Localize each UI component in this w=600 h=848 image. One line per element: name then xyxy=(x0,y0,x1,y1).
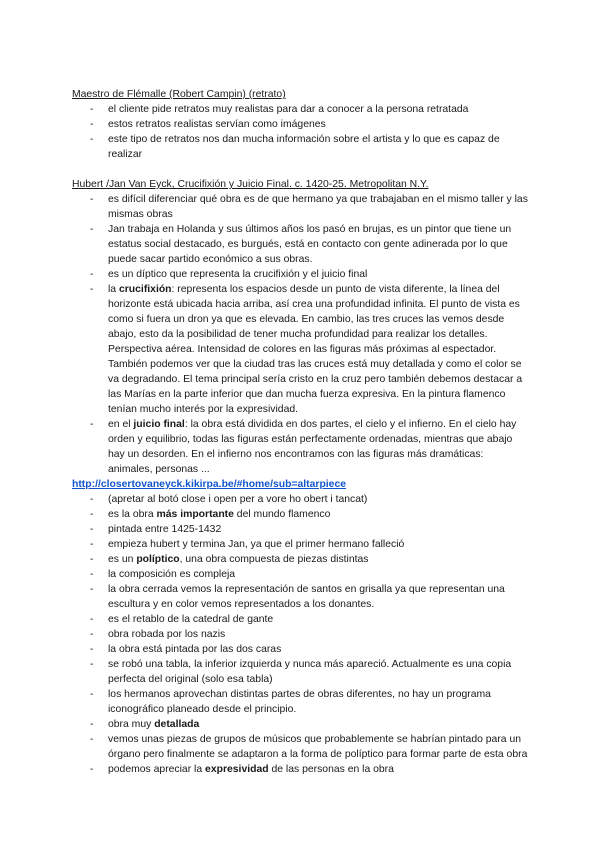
list-item-text: es un xyxy=(108,554,137,565)
dash-marker: - xyxy=(90,194,94,205)
list-item xyxy=(72,612,528,627)
dash-marker: - xyxy=(90,569,94,580)
list-item-text: la composición es compleja xyxy=(108,569,236,580)
list-item-text: la obra está pintada por las dos caras xyxy=(108,644,282,655)
list-item-text: es difícil diferenciar qué obra es de que hermano ya que trabajaban en el mismo taller y las mismas obras xyxy=(108,194,528,220)
dash-marker: - xyxy=(90,734,94,745)
list-item xyxy=(72,627,528,642)
dash-marker: - xyxy=(90,689,94,700)
list-item-text: vemos unas piezas de grupos de músicos que probablemente se habrían pintado para un órgano pero finalmente se adaptaron a la forma de políptico para formar parte de esta obra xyxy=(108,734,528,760)
altarpiece-link[interactable]: http://closertovaneyck.kikirpa.be/#home/sub=altarpiece xyxy=(72,479,347,490)
list-item xyxy=(72,507,528,522)
list-item-text: es un díptico que representa la crucifixión y el juicio final xyxy=(108,269,368,280)
list-item-text: (apretar al botó close i open per a vore ho obert i tancat) xyxy=(108,494,368,505)
dash-marker: - xyxy=(90,224,94,235)
bold-term: políptico xyxy=(136,554,180,565)
dash-marker: - xyxy=(90,659,94,670)
dash-marker: - xyxy=(90,554,94,565)
bold-term: detallada xyxy=(154,719,200,730)
dash-marker: - xyxy=(90,524,94,535)
list-item-text: los hermanos aprovechan distintas partes de obras diferentes, no hay un programa iconográfico planeado desde el principio. xyxy=(108,689,491,715)
list-item-text: se robó una tabla, la inferior izquierda y nunca más apareció. Actualmente es una copia perfecta del original (solo esa tabla) xyxy=(108,659,512,685)
list-item-text: : la obra está dividida en dos partes, el cielo y el infierno. En el cielo hay orden y equilibrio, todas las figuras están perfectamente ordenadas, mientras que abajo hay un desorden. En el infierno nos encontramos con las figuras más dramáticas: animales, personas ... xyxy=(108,419,517,475)
list-item-text: la xyxy=(108,284,119,295)
bold-term: expresividad xyxy=(205,764,269,775)
list-item-text: pintada entre 1425-1432 xyxy=(108,524,222,535)
dash-marker: - xyxy=(90,584,94,595)
list-item xyxy=(72,717,528,732)
list-item xyxy=(72,117,528,132)
bullet-list-altarpiece xyxy=(72,492,528,777)
dash-marker: - xyxy=(90,284,94,295)
section-heading-campin: Maestro de Flémalle (Robert Campin) (retrato) xyxy=(72,89,286,100)
list-item xyxy=(72,762,528,777)
list-item xyxy=(72,492,528,507)
dash-marker: - xyxy=(90,104,94,115)
bullet-list-van-eyck xyxy=(72,192,528,477)
dash-marker: - xyxy=(90,614,94,625)
list-item-text: Jan trabaja en Holanda y sus últimos años los pasó en brujas, es un pintor que tiene un estatus social destacado, es burgués, está en contacto con gente adinerada por lo que puede sacar partido económico a sus obras. xyxy=(108,224,512,265)
list-item-text: obra robada por los nazis xyxy=(108,629,226,640)
list-item-text: es la obra xyxy=(108,509,157,520)
list-item-text: podemos apreciar la xyxy=(108,764,206,775)
list-item xyxy=(72,132,528,162)
dash-marker: - xyxy=(90,419,94,430)
bold-term: juicio final xyxy=(133,419,185,430)
list-item-text: el cliente pide retratos muy realistas para dar a conocer a la persona retratada xyxy=(108,104,469,115)
section-van-eyck-diptych xyxy=(72,177,528,477)
section-altarpiece xyxy=(72,477,528,777)
list-item xyxy=(72,567,528,582)
section-spacer xyxy=(72,162,528,177)
dash-marker: - xyxy=(90,269,94,280)
list-item xyxy=(72,102,528,117)
list-item xyxy=(72,732,528,762)
dash-marker: - xyxy=(90,764,94,775)
list-item-text: la obra cerrada vemos la representación de santos en grisalla ya que representan una escultura y en color vemos representados a los donantes. xyxy=(108,584,505,610)
list-item xyxy=(72,522,528,537)
list-item xyxy=(72,417,528,477)
dash-marker: - xyxy=(90,494,94,505)
dash-marker: - xyxy=(90,629,94,640)
list-item-text: obra muy xyxy=(108,719,155,730)
dash-marker: - xyxy=(90,134,94,145)
list-item xyxy=(72,282,528,417)
list-item xyxy=(72,582,528,612)
list-item-text: del mundo flamenco xyxy=(233,509,331,520)
list-item-text: de las personas en la obra xyxy=(268,764,394,775)
section-campin xyxy=(72,87,528,162)
list-item xyxy=(72,657,528,687)
bold-term: crucifixión xyxy=(118,284,172,295)
bold-term: más importante xyxy=(156,509,234,520)
list-item-text: : representa los espacios desde un punto de vista diferente, la línea del horizonte está ubicada hacia arriba, así crea una profundidad infinita. El punto de vista es como si fuera un dron ya que es elevada. En cambio, las tres cruces las vemos desde abajo, esto da la posibilidad de tener mucha profundidad para realizar los detalles. Perspectiva aérea. Intensidad de colores en las figuras más próximas al espectador. También podemos ver que la ciudad tras las cruces está muy detallada y como el color se va degradando. El tema principal sería cristo en la cruz pero también debemos destacar a las Marías en la parte inferior que dan mucha fuerza expresiva. En la pintura flamenco tenían mucho interés por la expresividad. xyxy=(108,284,523,415)
list-item-text: este tipo de retratos nos dan mucha información sobre el artista y lo que es capaz de realizar xyxy=(108,134,500,160)
dash-marker: - xyxy=(90,644,94,655)
list-item-text: estos retratos realistas servían como imágenes xyxy=(108,119,326,130)
section-heading-van-eyck: Hubert /Jan Van Eyck, Crucifixión y Juicio Final. c. 1420-25. Metropolitan N.Y. xyxy=(72,179,429,190)
list-item xyxy=(72,687,528,717)
list-item xyxy=(72,537,528,552)
list-item xyxy=(72,642,528,657)
list-item xyxy=(72,267,528,282)
bullet-list-campin xyxy=(72,102,528,162)
list-item-text: es el retablo de la catedral de gante xyxy=(108,614,274,625)
list-item xyxy=(72,552,528,567)
list-item-text: , una obra compuesta de piezas distintas xyxy=(179,554,369,565)
dash-marker: - xyxy=(90,539,94,550)
dash-marker: - xyxy=(90,719,94,730)
list-item xyxy=(72,222,528,267)
dash-marker: - xyxy=(90,119,94,130)
list-item-text: en el xyxy=(108,419,134,430)
list-item-text: empieza hubert y termina Jan, ya que el primer hermano falleció xyxy=(108,539,405,550)
list-item xyxy=(72,192,528,222)
dash-marker: - xyxy=(90,509,94,520)
